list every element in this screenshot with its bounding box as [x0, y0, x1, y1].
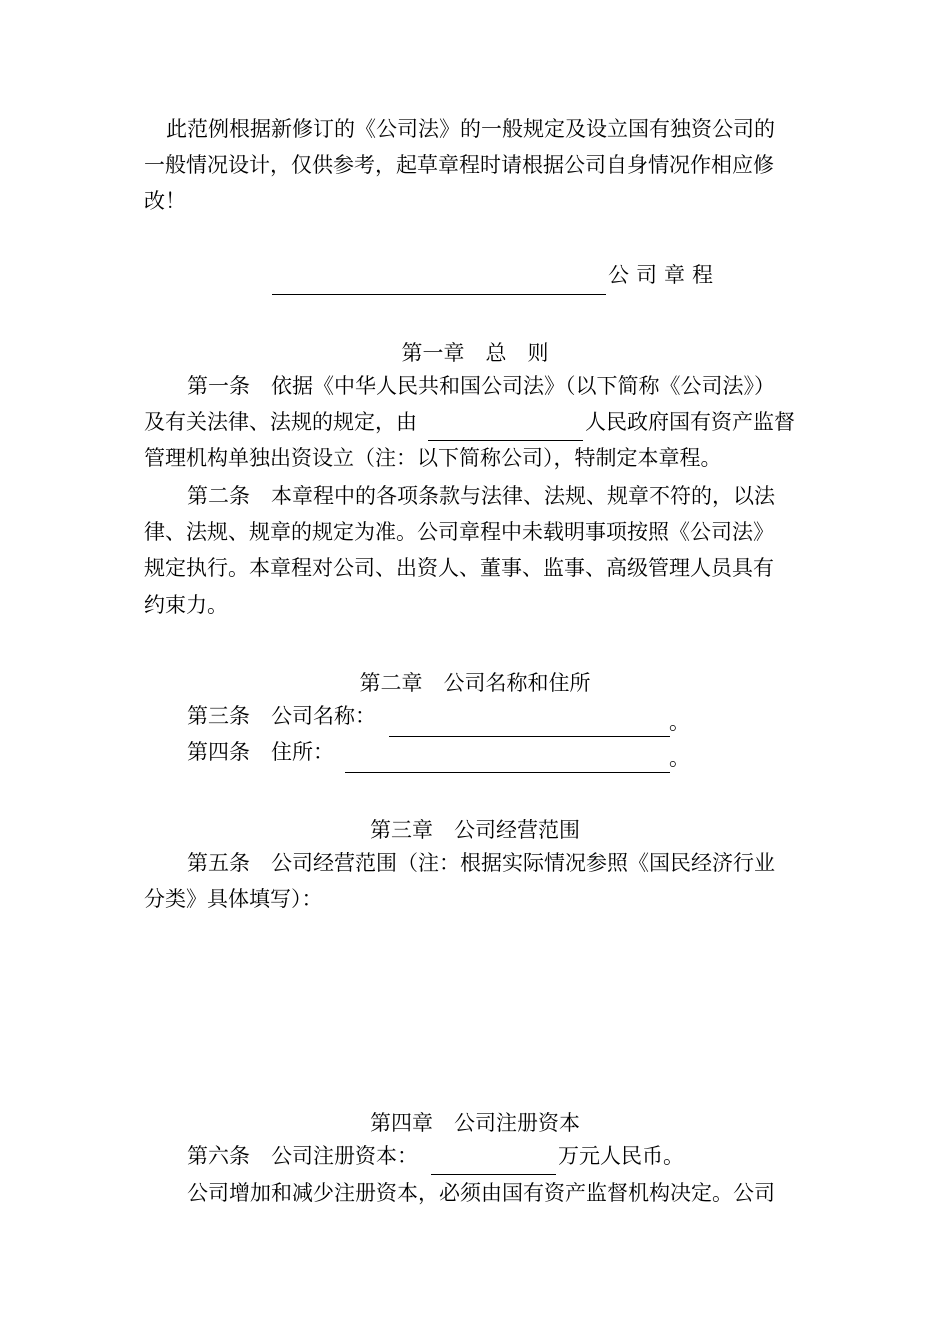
article-1-line-2b: 人民政府国有资产监督: [585, 410, 795, 434]
chapter-2-heading: 第二章 公司名称和住所: [359, 671, 591, 695]
article-1-line-2a: 及有关法律、法规的规定，由: [144, 410, 417, 434]
article-5-line-2: 分类》具体填写）：: [144, 887, 323, 911]
capital-amount-blank: [431, 1174, 556, 1175]
intro-line-1: 此范例根据新修订的《公司法》的一般规定及设立国有独资公司的: [166, 117, 775, 141]
article-1-line-3: 管理机构单独出资设立（注：以下简称公司），特制定本章程。: [144, 446, 722, 470]
article-2-line-3: 规定执行。本章程对公司、出资人、董事、监事、高级管理人员具有: [144, 556, 774, 580]
article-3-period: 。: [669, 710, 690, 734]
article-5-line-1: 第五条 公司经营范围（注：根据实际情况参照《国民经济行业: [187, 851, 775, 875]
article-4-label: 第四条 住所：: [187, 740, 334, 764]
intro-line-2: 一般情况设计，仅供参考，起草章程时请根据公司自身情况作相应修: [144, 153, 774, 177]
article-3-label: 第三条 公司名称：: [187, 704, 376, 728]
chapter-4-heading: 第四章 公司注册资本: [370, 1111, 580, 1135]
company-name-blank: [272, 294, 606, 295]
intro-line-3: 改！: [144, 189, 186, 213]
article-2-line-2: 律、法规、规章的规定为准。公司章程中未载明事项按照《公司法》: [144, 520, 774, 544]
capital-change-paragraph: 公司增加和减少注册资本，必须由国有资产监督机构决定。公司: [187, 1181, 775, 1205]
address-field-blank: [345, 772, 670, 773]
article-2-line-1: 第二条 本章程中的各项条款与法律、法规、规章不符的，以法: [187, 484, 775, 508]
article-6-unit: 万元人民币。: [558, 1144, 684, 1168]
chapter-1-heading: 第一章 总 则: [401, 341, 549, 365]
article-6-label: 第六条 公司注册资本：: [187, 1144, 418, 1168]
company-name-field-blank: [389, 736, 670, 737]
article-1-line-1: 第一条 依据《中华人民共和国公司法》（以下简称《公司法》）: [187, 374, 775, 398]
chapter-3-heading: 第三章 公司经营范围: [370, 818, 580, 842]
government-name-blank: [428, 440, 583, 441]
document-title-text: 公司章程: [608, 263, 720, 287]
article-4-period: 。: [669, 746, 690, 770]
article-2-line-4: 约束力。: [144, 593, 228, 617]
